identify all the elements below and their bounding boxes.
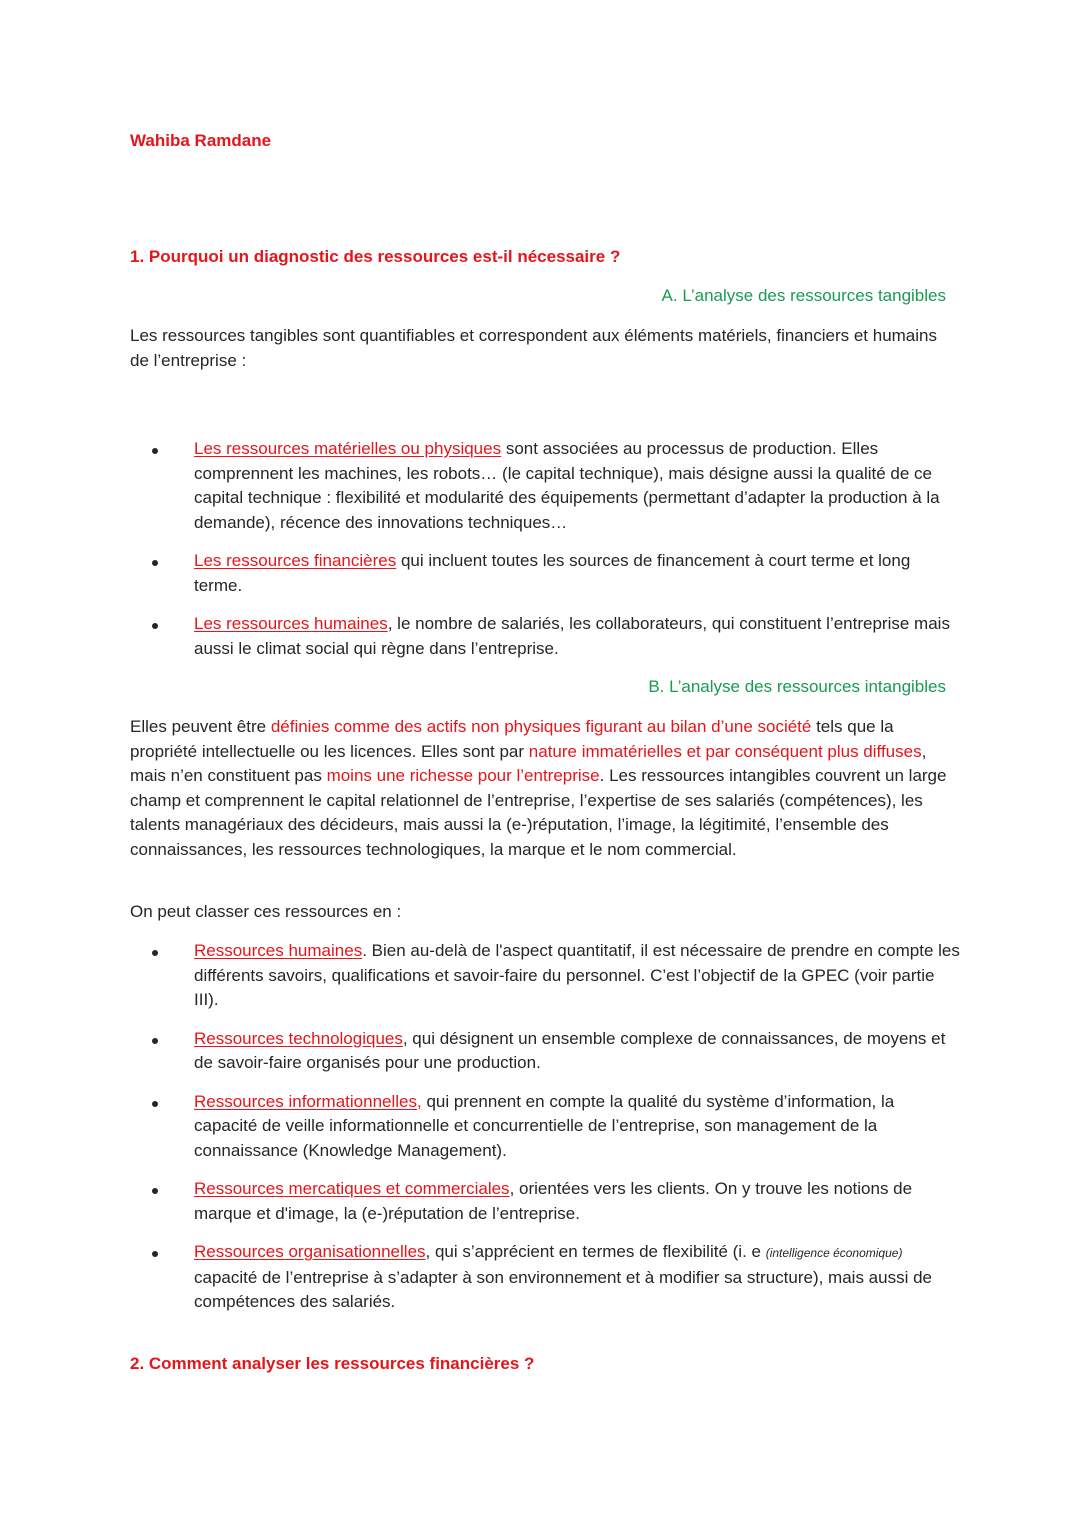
list-item-term: Ressources informationnelles,	[194, 1091, 422, 1111]
section-1-heading: 1. Pourquoi un diagnostic des ressources est-il nécessaire ?	[130, 247, 621, 266]
list-item	[130, 437, 960, 535]
list-item-term: Ressources technologiques	[194, 1028, 403, 1048]
bullet-icon	[152, 623, 158, 629]
list-item	[130, 1177, 960, 1226]
list-item-text: , qui désignent un ensemble complexe de connaissances, de moyens et de savoir-faire organisés pour une production.	[194, 1028, 946, 1072]
list-item	[130, 1090, 960, 1164]
intangible-paragraph	[130, 715, 960, 862]
paragraph-text: Elles peuvent être	[130, 717, 271, 736]
list-item-text: qui incluent toutes les sources de financement à court terme et long terme.	[194, 551, 911, 595]
bullet-icon	[152, 1251, 158, 1257]
list-item-note: (intelligence économique)	[765, 1246, 903, 1260]
list-item-term: Les ressources financières	[194, 551, 397, 570]
author-name: Wahiba Ramdane	[130, 131, 272, 150]
highlighted-text: moins une richesse pour l’entreprise	[326, 766, 600, 785]
list-item	[130, 1240, 960, 1315]
highlighted-text: définies comme des actifs non physiques figurant au bilan d’une société	[270, 717, 812, 736]
list-item-text: qui prennent en compte la qualité du système d’information, la capacité de veille informationnelle et concurrentielle de l’entreprise, son management de la connaissance (Knowledge Management).	[194, 1091, 895, 1160]
list-item-term: Les ressources matérielles ou physiques	[194, 439, 502, 458]
list-item	[130, 1027, 960, 1076]
bullet-icon	[152, 448, 158, 454]
tangible-intro: Les ressources tangibles sont quantifiables et correspondent aux éléments matériels, financiers et humains de l’entreprise :	[130, 326, 937, 370]
list-item-text: , orientées vers les clients. On y trouve les notions de marque et d'image, la (e-)réputation de l’entreprise.	[194, 1179, 913, 1223]
section-2-heading: 2. Comment analyser les ressources financières ?	[130, 1354, 535, 1373]
bullet-icon	[152, 1038, 158, 1044]
bullet-icon	[152, 560, 158, 566]
list-item-term: Ressources organisationnelles	[194, 1242, 426, 1261]
list-item-term: Les ressources humaines	[194, 614, 388, 633]
list-item-text: . Bien au-delà de l'aspect quantitatif, il est nécessaire de prendre en compte les différents savoirs, qualifications et savoir-faire du personnel. C’est l’objectif de la GPEC (voir partie III).	[194, 941, 960, 1009]
paragraph-text: , mais n’en constituent pas	[130, 741, 927, 785]
list-item	[130, 612, 960, 661]
list-item	[130, 939, 960, 1013]
subheading-a: A. L’analyse des ressources tangibles	[661, 286, 946, 305]
bullet-icon	[152, 1188, 158, 1194]
paragraph-text: tels que la propriété intellectuelle ou les licences. Elles sont par	[130, 717, 894, 761]
list-item-text: , le nombre de salariés, les collaborateurs, qui constituent l’entreprise mais aussi le climat social qui règne dans l’entreprise.	[194, 614, 950, 658]
list-item	[130, 549, 960, 598]
list-item-text: sont associées au processus de production. Elles comprennent les machines, les robots… (le capital technique), mais désigne aussi la qualité de ce capital technique : flexibilité et modularité des équipements (permettant d’adapter la production à la demande), récence des innovations techniques…	[194, 439, 940, 532]
list-item-text: capacité de l’entreprise à s’adapter à son environnement et à modifier sa structure), mais aussi de compétences des salariés.	[194, 1267, 932, 1311]
tangible-list	[130, 437, 960, 661]
subheading-b: B. L’analyse des ressources intangibles	[648, 677, 946, 696]
bullet-icon	[152, 950, 158, 956]
bullet-icon	[152, 1101, 158, 1107]
list-item-term: Ressources humaines	[194, 941, 363, 960]
paragraph-text: . Les ressources intangibles couvrent un large champ et comprennent le capital relationnel de l’entreprise, l’expertise de ses salariés (compétences), les talents managériaux des décideurs, mais aussi la (e-)réputation, l’image, la légitimité, l’ensemble des connaissances, les ressources technologiques, la marque et le nom commercial.	[130, 766, 947, 859]
intangible-list	[130, 939, 960, 1315]
highlighted-text: nature immatérielles et par conséquent plus diffuses	[528, 741, 922, 761]
classify-intro: On peut classer ces ressources en :	[130, 902, 402, 921]
list-item-text: , qui s’apprécient en termes de flexibilité (i. e	[425, 1242, 766, 1261]
list-item-term: Ressources mercatiques et commerciales	[194, 1179, 510, 1198]
